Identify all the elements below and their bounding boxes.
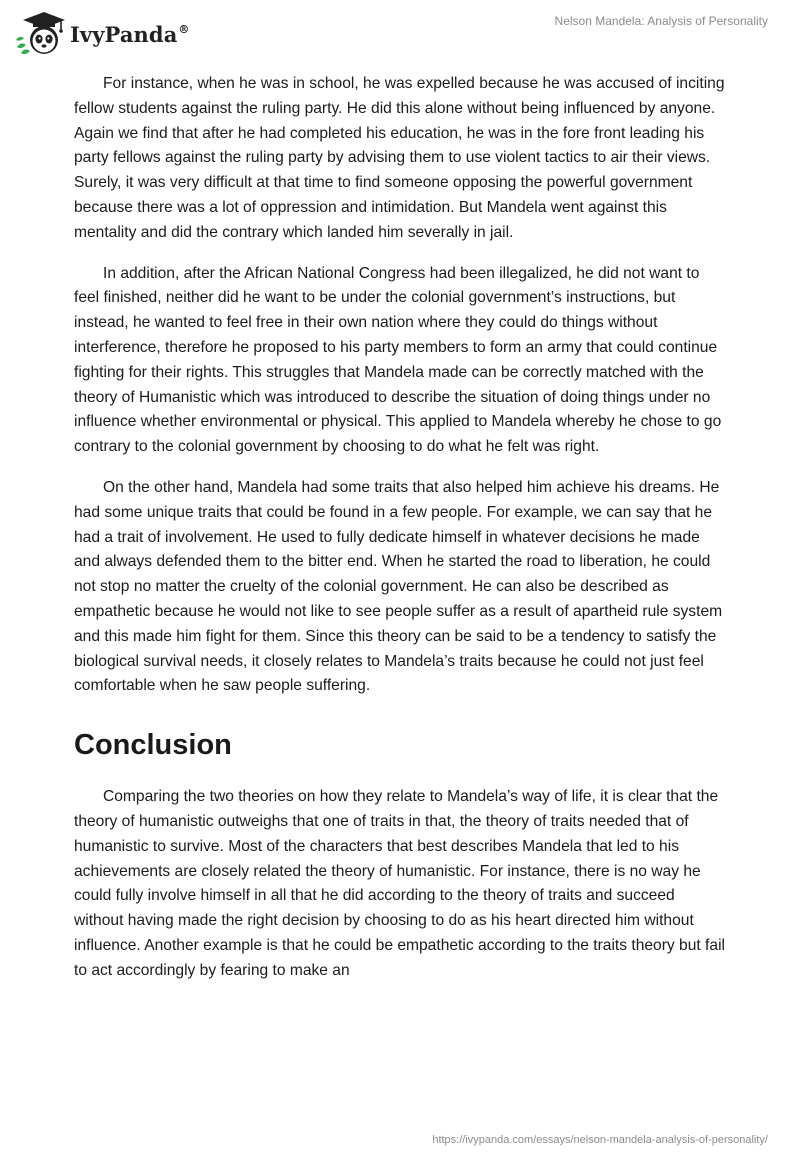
body-paragraph-1: For instance, when he was in school, he was expelled because he was accused of inciting fellow students against the ruling party. He did this alone without being influenced by anyone. Again we find that after he had completed his education, he was in the fore front leading his party fellows against the ruling party by advising them to use violent tactics to air their views. Surely, it was very difficult at that time to find someone opposing the powerful government because there was a lot of oppression and intimidation. But Mandela went against this mentality and did the contrary which landed him severally in jail.	[74, 75, 725, 241]
registered-mark: ®	[178, 22, 190, 36]
conclusion-heading: Conclusion	[74, 729, 232, 762]
body-paragraph-3: On the other hand, Mandela had some traits that also helped him achieve his dreams. He had some unique traits that could be found in a few people. For example, we can say that he had a trait of involvement. He used to fully dedicate himself in whatever decisions he made and always defended them to the bitter end. When he started the road to liberation, he could not stop no matter the cruelty of the colonial government. He can also be described as empathetic because he would not like to see people suffer as a result of apartheid rule system and this made him fight for them. Since this theory can be said to be a tendency to satisfy the biological survival needs, it closely relates to Mandela’s traits because he could not just feel comfortable when he saw people suffering.	[74, 478, 723, 695]
ivypanda-logo[interactable]	[14, 8, 190, 58]
essay-content	[74, 72, 726, 1000]
source-url-link[interactable]: https://ivypanda.com/essays/nelson-mandela-analysis-of-personality/	[432, 1134, 768, 1146]
brand-name: IvyPanda®	[70, 21, 190, 47]
conclusion-paragraph: Comparing the two theories on how they relate to Mandela’s way of life, it is clear that the theory of humanistic outweighs that one of traits in that, the theory of traits needed that of humanistic to survive. Most of the characters that best describes Mandela that led to his achievements are closely related the theory of humanistic. For instance, there is no way he could fully involve himself in all that he did according to the theory of traits and succeed without having made the right decision by choosing to do as his heart directed him without influence. Another example is that he could be empathetic according to the traits theory but fail to act accordingly by fearing to make an	[74, 788, 725, 979]
page-header	[0, 0, 800, 64]
document-title: Nelson Mandela: Analysis of Personality	[554, 14, 768, 28]
panda-graduate-icon	[14, 8, 66, 58]
body-paragraph-2: In addition, after the African National Congress had been illegalized, he did not want to feel finished, neither did he want to be under the colonial government’s instructions, but instead, he wanted to feel free in their own nation where they could do things without interference, therefore he proposed to his party members to form an army that could continue fighting for their rights. This struggles that Mandela made can be correctly matched with the theory of Humanistic which was introduced to describe the situation of doing things under no influence whether environmental or physical. This applied to Mandela whereby he chose to go contrary to the colonial government by choosing to do what he felt was right.	[74, 264, 722, 456]
